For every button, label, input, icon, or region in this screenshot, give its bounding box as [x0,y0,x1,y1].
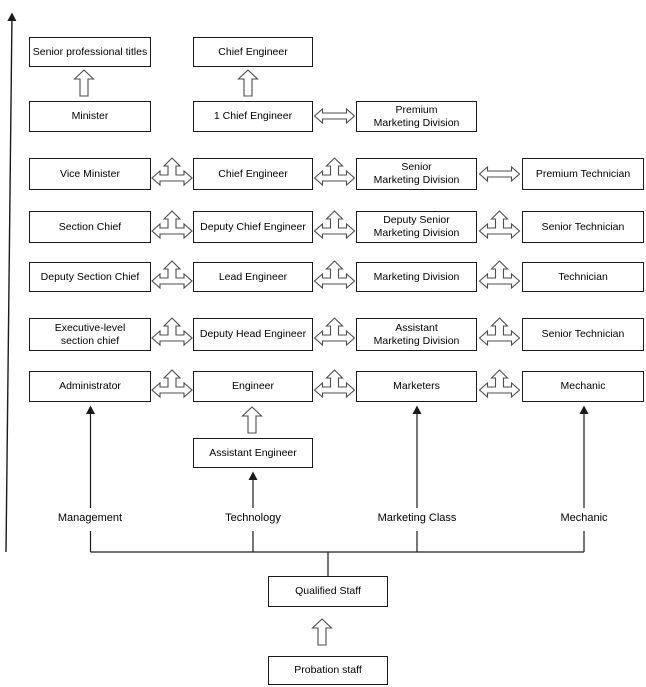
org-box-chief-engineer-top: Chief Engineer [193,37,313,67]
three-way-arrow-r7-g1-icon [152,370,192,397]
three-way-arrow-r5-g2-icon [315,261,355,288]
org-box-senior-technician-2: Senior Technician [522,318,644,351]
org-box-technician: Technician [522,262,644,292]
three-way-arrow-r6-g1-icon [152,318,192,345]
org-box-premium-marketing-division: Premium Marketing Division [356,101,477,132]
three-way-arrow-r5-g1-icon [152,261,192,288]
three-way-arrow-r4-g2-icon [315,211,355,238]
org-box-premium-technician: Premium Technician [522,158,644,190]
org-box-senior-technician-1: Senior Technician [522,211,644,243]
track-label-mechanic: Mechanic [524,512,644,524]
org-box-first-chief-engineer: 1 Chief Engineer [193,101,313,132]
org-box-chief-engineer: Chief Engineer [193,158,313,190]
three-way-arrow-r5-g3-icon [480,261,520,288]
org-box-deputy-senior-marketing-division: Deputy Senior Marketing Division [356,211,477,243]
three-way-arrow-r6-g2-icon [315,318,355,345]
org-box-engineer: Engineer [193,371,313,402]
org-box-executive-level-section-chief: Executive-level section chief [29,318,151,351]
three-way-arrow-r4-g1-icon [152,211,192,238]
career-axis-arrow [6,14,12,552]
double-arrow-row3-right-icon [480,167,520,181]
up-arrow-assistant-to-engineer-icon [243,407,262,433]
three-way-arrow-r3-g2-icon [315,158,355,185]
three-way-arrow-r4-g3-icon [480,211,520,238]
three-way-arrow-r7-g3-icon [480,370,520,397]
org-box-senior-professional-titles: Senior professional titles [29,37,151,67]
org-box-deputy-head-engineer: Deputy Head Engineer [193,318,313,351]
track-label-marketing-class: Marketing Class [357,512,477,524]
track-label-technology: Technology [193,512,313,524]
org-box-section-chief: Section Chief [29,211,151,243]
double-arrow-row2-icon [315,109,355,123]
org-box-deputy-section-chief: Deputy Section Chief [29,262,151,292]
up-arrow-probation-to-qualified-icon [313,619,332,645]
org-box-marketing-division: Marketing Division [356,262,477,292]
org-box-vice-minister: Vice Minister [29,158,151,190]
three-way-arrow-r6-g3-icon [480,318,520,345]
track-label-management: Management [30,512,150,524]
org-box-qualified-staff: Qualified Staff [268,576,388,607]
org-box-minister: Minister [29,101,151,132]
org-box-lead-engineer: Lead Engineer [193,262,313,292]
org-box-senior-marketing-division: Senior Marketing Division [356,158,477,190]
org-box-administrator: Administrator [29,371,151,402]
org-box-marketers: Marketers [356,371,477,402]
org-box-probation-staff: Probation staff [268,656,388,685]
org-box-assistant-engineer: Assistant Engineer [193,438,313,468]
org-box-deputy-chief-engineer: Deputy Chief Engineer [193,211,313,243]
three-way-arrow-r7-g2-icon [315,370,355,397]
up-arrow-chief-engineer-icon [239,70,258,96]
three-way-arrow-r3-g1-icon [152,158,192,185]
org-box-assistant-marketing-division: Assistant Marketing Division [356,318,477,351]
org-box-mechanic: Mechanic [522,371,644,402]
up-arrow-minister-to-senior-titles-icon [75,70,94,96]
